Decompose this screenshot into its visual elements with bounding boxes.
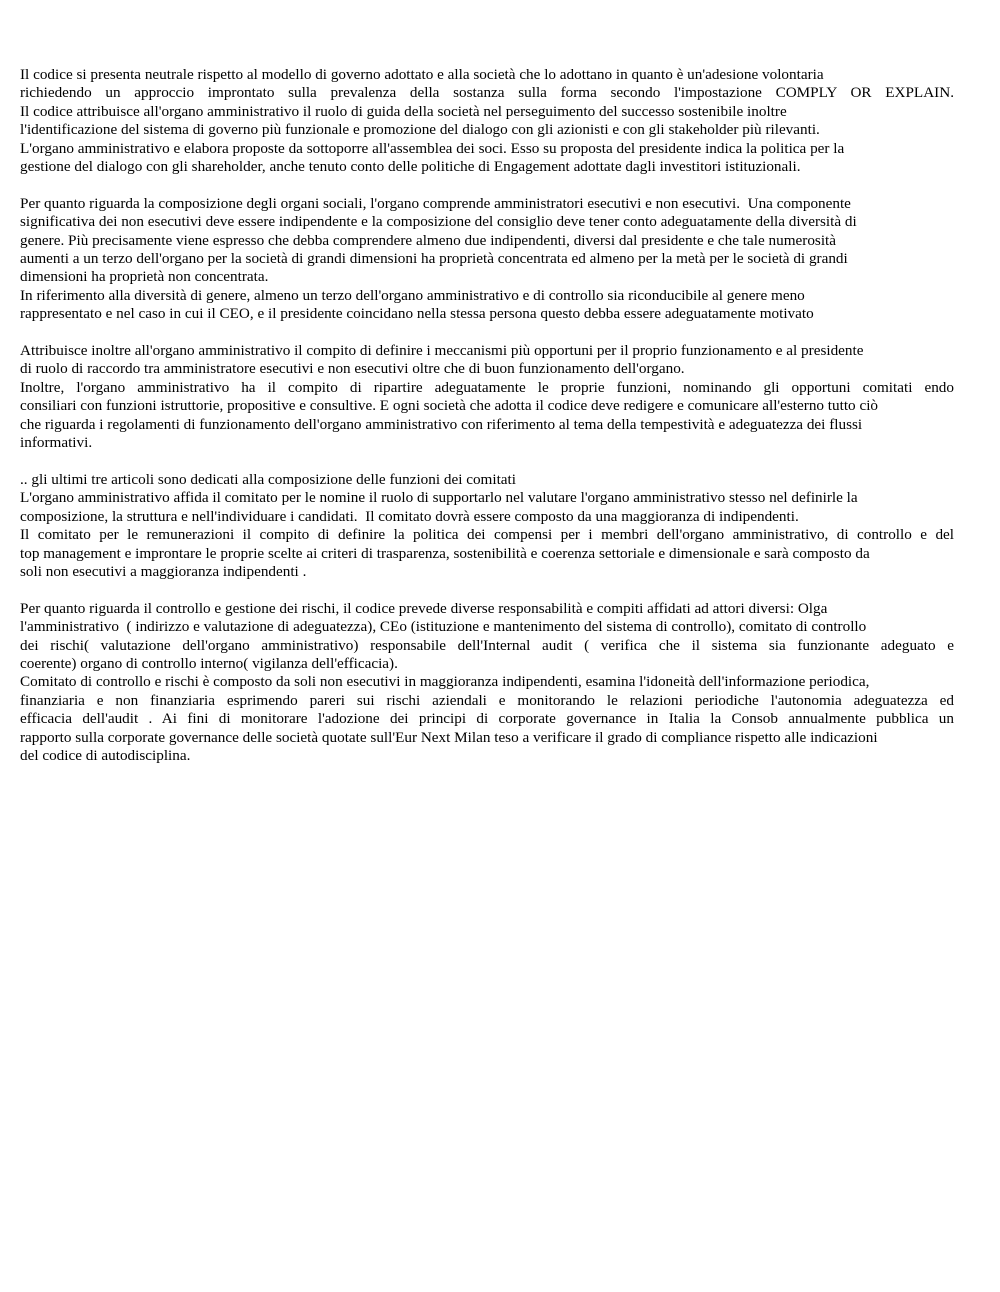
text-line: dei rischi( valutazione dell'organo amministrativo) responsabile dell'Internal audit ( verifica che il sistema sia funzionante adeguato e bbox=[20, 636, 954, 654]
paragraph-board-composition bbox=[20, 195, 954, 324]
text-line: In riferimento alla diversità di genere, almeno un terzo dell'organo amministrativo e di controllo sia riconducibile al genere meno bbox=[20, 286, 805, 304]
text-line: Per quanto riguarda il controllo e gestione dei rischi, il codice prevede diverse responsabilità e compiti affidati ad attori diversi: Olga bbox=[20, 599, 828, 617]
text-line: .. gli ultimi tre articoli sono dedicati alla composizione delle funzioni dei comitati bbox=[20, 470, 516, 488]
text-line: dimensioni ha proprietà non concentrata. bbox=[20, 268, 269, 286]
text-line: Il codice si presenta neutrale rispetto al modello di governo adottato e alla società che lo adottano in quanto è un'adesione volontaria bbox=[20, 66, 824, 83]
text-line: consiliari con funzioni istruttorie, propositive e consultive. E ogni società che adotta il codice deve redigere e comunicare all'esterno tutto ciò bbox=[20, 397, 879, 415]
document-page bbox=[20, 66, 954, 784]
text-line: Per quanto riguarda la composizione degli organi sociali, l'organo comprende amministratori esecutivi e non esecutivi. Una componente bbox=[20, 194, 851, 212]
text-line: aumenti a un terzo dell'organo per la società di grandi dimensioni ha proprietà concentrata ed almeno per la metà per le società di grandi bbox=[20, 250, 848, 268]
text-line: genere. Più precisamente viene espresso che debba comprendere almeno due indipendenti, diversi dal presidente e che tale numerosità bbox=[20, 231, 837, 249]
text-line: finanziaria e non finanziaria esprimendo pareri sui rischi aziendali e monitorando le relazioni periodiche l'autonomia adeguatezza ed bbox=[20, 691, 954, 709]
text-line: del codice di autodisciplina. bbox=[20, 746, 191, 764]
text-line: Il codice attribuisce all'organo amministrativo il ruolo di guida della società nel perseguimento del successo sostenibile inoltre bbox=[20, 102, 787, 120]
text-line: richiedendo un approccio improntato sulla prevalenza della sostanza sulla forma secondo l'impostazione COMPLY OR EXPLAIN. bbox=[20, 84, 954, 102]
text-line: informativi. bbox=[20, 434, 93, 452]
text-line: l'amministrativo ( indirizzo e valutazione di adeguatezza), CEo (istituzione e mantenimento del sistema di controllo), comitato di controllo bbox=[20, 618, 867, 636]
text-line: Comitato di controllo e rischi è composto da soli non esecutivi in maggioranza indipendenti, esamina l'idoneità dell'informazione periodica, bbox=[20, 673, 870, 691]
text-line: Il comitato per le remunerazioni il compito di definire la politica dei compensi per i membri dell'organo amministrativo, di controllo e del bbox=[20, 526, 954, 544]
text-line: gestione del dialogo con gli shareholder, anche tenuto conto delle politiche di Engagement adottate dagli investitori istituzionali. bbox=[20, 158, 801, 176]
paragraph-board-functioning bbox=[20, 342, 954, 452]
text-line: rapporto sulla corporate governance delle società quotate sull'Eur Next Milan teso a verificare il grado di compliance rispetto alle indicazioni bbox=[20, 728, 878, 746]
text-line: l'identificazione del sistema di governo più funzionale e promozione del dialogo con gli azionisti e con gli stakeholder più rilevanti. bbox=[20, 121, 820, 139]
text-line: Attribuisce inoltre all'organo amministrativo il compito di definire i meccanismi più opportuni per il proprio funzionamento e al presidente bbox=[20, 342, 864, 360]
text-line: di ruolo di raccordo tra amministratore esecutivi e non esecutivi oltre che di buon funzionamento dell'organo. bbox=[20, 360, 685, 378]
text-line: top management e improntare le proprie scelte ai criteri di trasparenza, sostenibilità e coerenza settoriale e dimensionale e sarà composto da bbox=[20, 544, 870, 562]
text-line: L'organo amministrativo e elabora proposte da sottoporre all'assemblea dei soci. Esso su proposta del presidente indica la politica per la bbox=[20, 139, 845, 157]
text-line: composizione, la struttura e nell'individuare i candidati. Il comitato dovrà essere composto da una maggioranza di indipendenti. bbox=[20, 507, 799, 525]
paragraph-risk-control bbox=[20, 600, 954, 766]
text-line: significativa dei non esecutivi deve essere indipendente e la composizione del consiglio deve tener conto adeguatamente della diversità di bbox=[20, 213, 857, 231]
paragraph-code-neutrality bbox=[20, 66, 954, 176]
text-line: che riguarda i regolamenti di funzionamento dell'organo amministrativo con riferimento al tema della tempestività e adeguatezza dei flussi bbox=[20, 415, 863, 433]
text-line: coerente) organo di controllo interno( vigilanza dell'efficacia). bbox=[20, 654, 398, 672]
text-line: soli non esecutivi a maggioranza indipendenti . bbox=[20, 562, 307, 580]
paragraph-committees bbox=[20, 471, 954, 581]
text-line: efficacia dell'audit . Ai fini di monitorare l'adozione dei principi di corporate governance in Italia la Consob annualmente pubblica un bbox=[20, 710, 954, 728]
text-line: Inoltre, l'organo amministrativo ha il compito di ripartire adeguatamente le proprie funzioni, nominando gli opportuni comitati endo bbox=[20, 378, 954, 396]
text-line: L'organo amministrativo affida il comitato per le nomine il ruolo di supportarlo nel valutare l'organo amministrativo stesso nel definirle la bbox=[20, 489, 858, 507]
text-line: rappresentato e nel caso in cui il CEO, e il presidente coincidano nella stessa persona questo debba essere adeguatamente motivato bbox=[20, 305, 814, 323]
